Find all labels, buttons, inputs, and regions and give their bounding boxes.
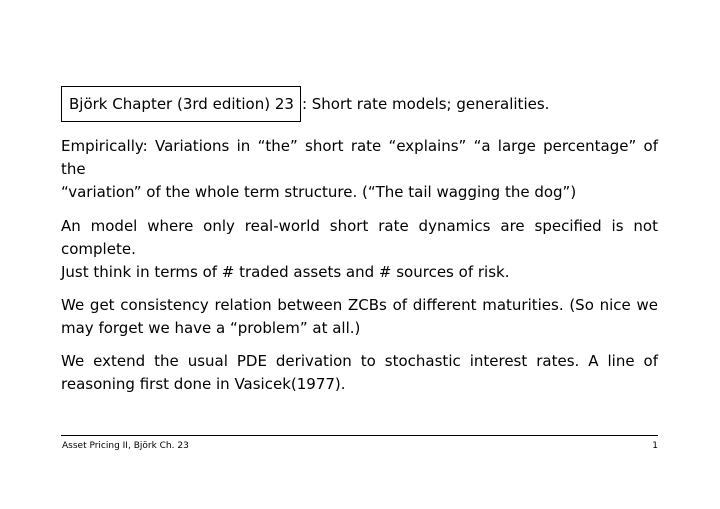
paragraph-line: Just think in terms of # traded assets and # sources of risk. (61, 263, 510, 281)
paragraph-consistency-relation (61, 294, 658, 340)
paragraph-line: may forget we have a “problem” at all.) (61, 319, 361, 337)
paragraph-line: We get consistency relation between ZCBs of different maturities. (So nice we (61, 296, 658, 314)
chapter-subtitle: : Short rate models; generalities. (301, 95, 550, 113)
paragraph-line: “variation” of the whole term structure. (“The tail wagging the dog”) (61, 183, 577, 201)
paragraph-line: An model where only real-world short rate dynamics are specified is not complete. (61, 217, 658, 258)
footer-divider (61, 435, 658, 436)
chapter-title: Björk Chapter (3rd edition) 23 (69, 95, 294, 113)
paragraph-incomplete-model (61, 215, 658, 284)
paragraph-pde-derivation (61, 350, 658, 396)
footer-course-title: Asset Pricing II, Björk Ch. 23 (62, 441, 189, 451)
paragraph-line: reasoning first done in Vasicek(1977). (61, 375, 346, 393)
paragraph-short-rate-variations (61, 135, 658, 204)
slide-heading (61, 85, 549, 123)
chapter-title-box (61, 86, 301, 122)
footer-page-number: 1 (652, 441, 658, 451)
paragraph-line: Empirically: Variations in “the” short rate “explains” “a large percentage” of the (61, 137, 658, 178)
paragraph-line: We extend the usual PDE derivation to stochastic interest rates. A line of (61, 352, 658, 370)
